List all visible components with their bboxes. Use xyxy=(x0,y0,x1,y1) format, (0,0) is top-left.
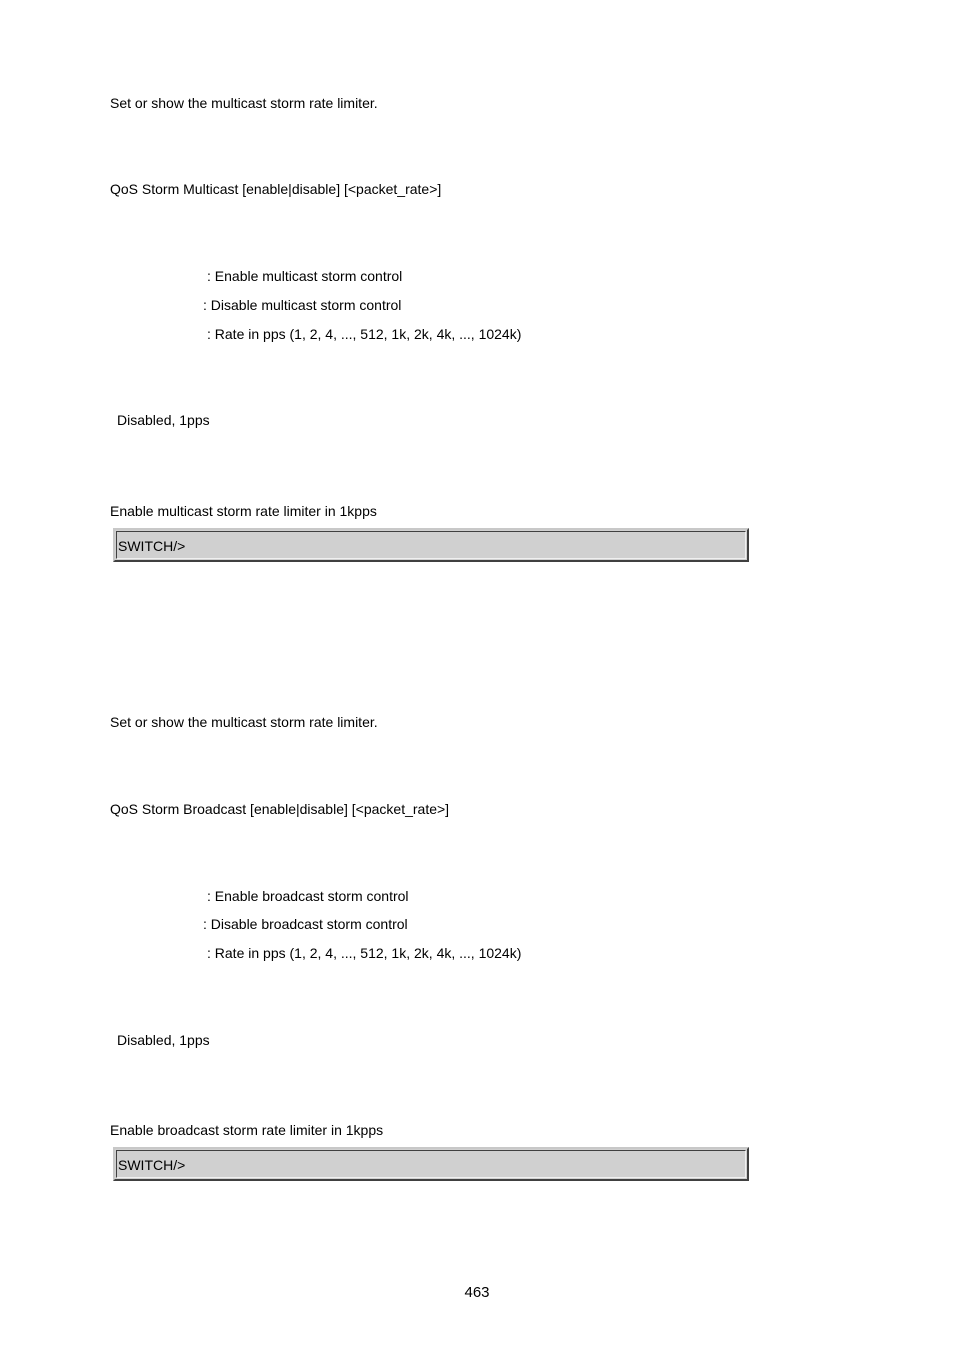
broadcast-param-rate: : Rate in pps (1, 2, 4, ..., 512, 1k, 2k, 4k, ..., 1024k) xyxy=(207,945,522,961)
multicast-example-caption: Enable multicast storm rate limiter in 1kpps xyxy=(110,503,377,519)
multicast-syntax: QoS Storm Multicast [enable|disable] [<packet_rate>] xyxy=(110,181,442,197)
multicast-param-enable: : Enable multicast storm control xyxy=(207,268,403,284)
multicast-param-disable: : Disable multicast storm control xyxy=(203,297,402,313)
broadcast-example-prompt: SWITCH/> xyxy=(118,1157,186,1173)
broadcast-syntax: QoS Storm Broadcast [enable|disable] [<packet_rate>] xyxy=(110,801,450,817)
page-number: 463 xyxy=(464,1284,490,1301)
broadcast-example-caption: Enable broadcast storm rate limiter in 1kpps xyxy=(110,1122,384,1138)
broadcast-param-disable: : Disable broadcast storm control xyxy=(203,916,408,932)
broadcast-example-box xyxy=(113,1147,749,1181)
broadcast-param-enable: : Enable broadcast storm control xyxy=(207,888,409,904)
multicast-description: Set or show the multicast storm rate limiter. xyxy=(110,95,378,111)
broadcast-default: Disabled, 1pps xyxy=(117,1032,210,1048)
multicast-param-rate: : Rate in pps (1, 2, 4, ..., 512, 1k, 2k, 4k, ..., 1024k) xyxy=(207,326,522,342)
multicast-example-box xyxy=(113,528,749,562)
multicast-example-prompt: SWITCH/> xyxy=(118,538,186,554)
multicast-default: Disabled, 1pps xyxy=(117,412,210,428)
broadcast-description: Set or show the multicast storm rate limiter. xyxy=(110,714,378,730)
